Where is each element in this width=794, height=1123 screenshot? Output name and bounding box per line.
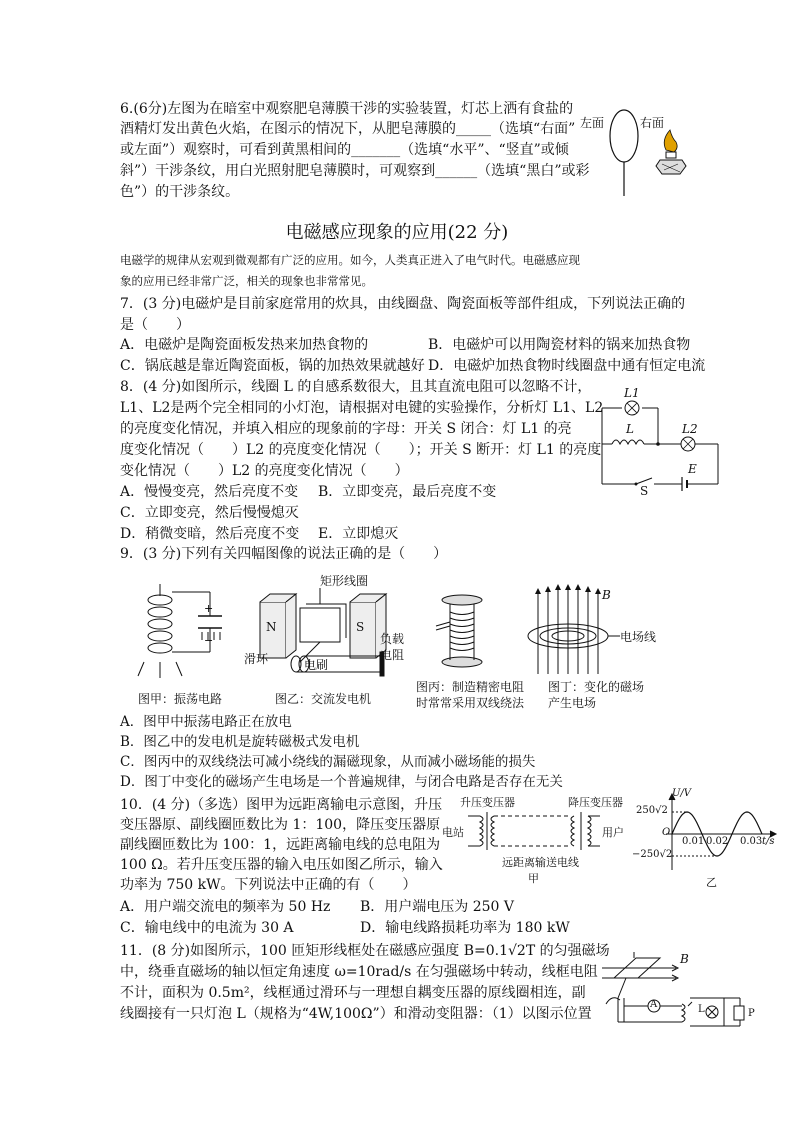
q8-option-a: A．慢慢变亮，然后亮度不变 — [120, 484, 299, 500]
q11-line-4: 线圈接有一只灯泡 L（规格为“4W,100Ω”）和滑动变阻器：（1）以图示位置 — [120, 1006, 592, 1022]
label-step-down: 降压变压器 — [568, 796, 623, 809]
svg-text:+: + — [204, 602, 214, 615]
fig-yi-ac-generator — [240, 574, 410, 686]
tick-003: 0.03 — [740, 836, 763, 847]
label-l2: L2 — [682, 422, 698, 436]
label-fig-yi: 乙 — [706, 876, 717, 889]
label-lamp-l: L — [698, 1004, 705, 1015]
q7-option-c: C．锅底越是靠近陶瓷面板，锅的加热效果就越好 — [120, 358, 425, 374]
q9-option-d: D．图丁中变化的磁场产生电场是一个普遍规律，与闭合电路是否存在无关 — [120, 774, 563, 790]
fig-ding-changing-field — [520, 584, 660, 678]
caption-jia: 图甲：振荡电路 — [138, 692, 223, 706]
label-power-station: 电站 — [442, 826, 464, 839]
section-intro-line-2: 象的应用已经非常广泛，相关的现象也非常常见。 — [120, 274, 373, 288]
caption-bing-2: 时常常采用双线绕法 — [416, 696, 525, 710]
q8-line-4: 度变化情况（ ）L2 的亮度变化情况（ ）；开关 S 断开：灯 L1 的亮度 — [120, 442, 602, 458]
label-electric-field-lines: 电场线 — [620, 630, 657, 644]
section-intro-line-1: 电磁学的规律从宏观到微观都有广泛的应用。如今，人类真正进入了电气时代。电磁感应现 — [120, 253, 580, 267]
q6-line-4: 斜”）干涉条纹，用白光照射肥皂薄膜时，可观察到______（选填“黑白”或彩 — [120, 163, 590, 179]
q11-line-2: 中，绕垂直磁场的轴以恒定角速度 ω=10rad/s 在匀强磁场中转动，线框电阻 — [120, 964, 598, 980]
q11-line-3: 不计，面积为 0.5m²，线框通过滑环与一理想自耦变压器的原线圈相连，副 — [120, 985, 586, 1001]
caption-bing-1: 图丙：制造精密电阻 — [416, 680, 525, 694]
q7-line-1: 7．(3 分)电磁炉是目前家庭常用的炊具，由线圈盘、陶瓷面板等部件组成，下列说法正确的 — [120, 296, 686, 312]
q7-line-2: 是（ ） — [120, 317, 190, 333]
q9-option-c: C．图丙中的双线绕法可减小绕线的漏磁现象，从而减小磁场能的损失 — [120, 754, 536, 770]
label-ts: t/s — [762, 836, 775, 847]
label-pos-peak: 250√2 — [636, 805, 668, 816]
q6-line-3: 或左面”）观察时，可看到黄黑相间的_______（选填“水平”、“竖直”或倾 — [120, 142, 569, 158]
q7-option-d: D．电磁炉加热食物时线圈盘中通有恒定电流 — [428, 358, 706, 374]
q8-option-b: B．立即变亮，最后亮度不变 — [318, 484, 497, 500]
q10-option-c: C．输电线中的电流为 30 A — [120, 920, 294, 936]
q10-option-d: D．输电线路损耗功率为 180 kW — [360, 920, 570, 936]
caption-yi: 图乙：交流发电机 — [275, 692, 372, 706]
q8-option-c: C．立即变亮，然后慢慢熄灭 — [120, 505, 299, 521]
fig-bing-bifilar-coil — [430, 592, 500, 672]
q10-line-1: 10．(4 分)（多选）图甲为远距离输电示意图，升压 — [120, 797, 443, 813]
q10-fig-transmission — [440, 794, 630, 884]
label-fig-jia: 甲 — [528, 872, 539, 885]
q10-line-5: 功率为 750 kW。下列说法中正确的有（ ） — [120, 877, 417, 893]
label-pole-s: S — [356, 620, 365, 634]
q7-option-a: A．电磁炉是陶瓷面板发热来加热食物的 — [120, 337, 369, 353]
q6-line-5: 色”）的干涉条纹。 — [120, 184, 240, 200]
q10-option-b: B．用户端电压为 250 V — [360, 899, 515, 915]
q9-line-1: 9．(3 分)下列有关四幅图像的说法正确的是（ ） — [120, 546, 448, 562]
label-long-line: 远距离输送电线 — [502, 856, 579, 869]
q10-line-3: 副线圈匝数比为 100：1，远距离输电线的总电阻为 — [120, 837, 441, 853]
q8-line-5: 变化情况（ ）L2 的亮度变化情况（ ） — [120, 463, 409, 479]
caption-ding-2: 产生电场 — [548, 696, 597, 710]
section-title: 电磁感应现象的应用(22 分) — [285, 222, 509, 243]
label-uv: U/V — [672, 788, 692, 799]
label-load-1: 负载 — [380, 632, 405, 646]
q10-line-4: 100 Ω。若升压变压器的输入电压如图乙所示，输入 — [120, 857, 443, 873]
label-user: 用户 — [602, 826, 624, 839]
label-load-2: 电阻 — [380, 648, 405, 662]
soap-film-figure — [580, 104, 700, 202]
label-brush: 电刷 — [304, 658, 329, 672]
tick-001: 0.01 — [682, 836, 705, 847]
caption-ding-1: 图丁：变化的磁场 — [548, 680, 645, 694]
label-switch-s: S — [640, 484, 649, 498]
q8-line-2: L1、L2是两个完全相同的小灯泡，请根据对电键的实验操作，分析灯 L1、L2 — [120, 400, 604, 416]
label-battery-e: E — [688, 462, 697, 476]
label-rheostat-p: P — [748, 1008, 755, 1019]
svg-text:−: − — [204, 634, 214, 647]
q9-option-b: B．图乙中的发电机是旋转磁极式发电机 — [120, 734, 360, 750]
q8-line-3: 的亮度变化情况，并填入相应的现象前的字母：开关 S 闭合：灯 L1 的亮 — [120, 421, 572, 437]
q8-option-d: D．稍微变暗，然后亮度不变 — [120, 526, 300, 542]
q6-line-1: 6.(6分)左图为在暗室中观察肥皂薄膜干涉的实验装置，灯芯上洒有食盐的 — [120, 101, 574, 117]
label-right-face: 右面 — [640, 116, 665, 130]
q8-circuit-figure — [596, 386, 726, 498]
label-rect-coil: 矩形线圈 — [320, 574, 369, 588]
label-left-face: 左面 — [580, 116, 605, 130]
label-field-b: B — [602, 588, 611, 602]
q11-generator-transformer-figure — [594, 948, 770, 1030]
q9-option-a: A．图甲中振荡电路正在放电 — [120, 714, 292, 730]
label-slip-ring: 滑环 — [244, 652, 269, 666]
q10-option-a: A．用户端交流电的频率为 50 Hz — [120, 899, 331, 915]
fig-jia-oscillating-circuit — [130, 580, 240, 680]
q8-line-1: 8．(4 分)如图所示，线圈 L 的自感系数很大，且其直流电阻可以忽略不计， — [120, 379, 592, 395]
q10-line-2: 变压器原、副线圈匝数比为 1：100，降压变压器原 — [120, 817, 441, 833]
tick-002: 0.02 — [706, 836, 729, 847]
label-ammeter-a: A — [650, 999, 658, 1010]
q6-line-2: 酒精灯发出黄色火焰，在图示的情况下，从肥皂薄膜的_____（选填“右面” — [120, 121, 576, 137]
q7-option-b: B．电磁炉可以用陶瓷材料的锅来加热食物 — [428, 337, 691, 353]
label-step-up: 升压变压器 — [460, 796, 515, 809]
label-pole-n: N — [266, 620, 277, 634]
label-coil-l: L — [626, 422, 634, 436]
q10-fig-voltage-graph — [632, 788, 782, 890]
label-l1: L1 — [624, 386, 640, 400]
label-b-field: B — [680, 952, 689, 966]
label-origin: O — [662, 827, 671, 838]
label-neg-peak: −250√2 — [632, 849, 673, 860]
q11-line-1: 11．(8 分)如图所示，100 匝矩形线框处在磁感应强度 B=0.1√2T 的匀强磁场 — [120, 943, 610, 959]
q8-option-e: E．立即熄灭 — [318, 526, 399, 542]
